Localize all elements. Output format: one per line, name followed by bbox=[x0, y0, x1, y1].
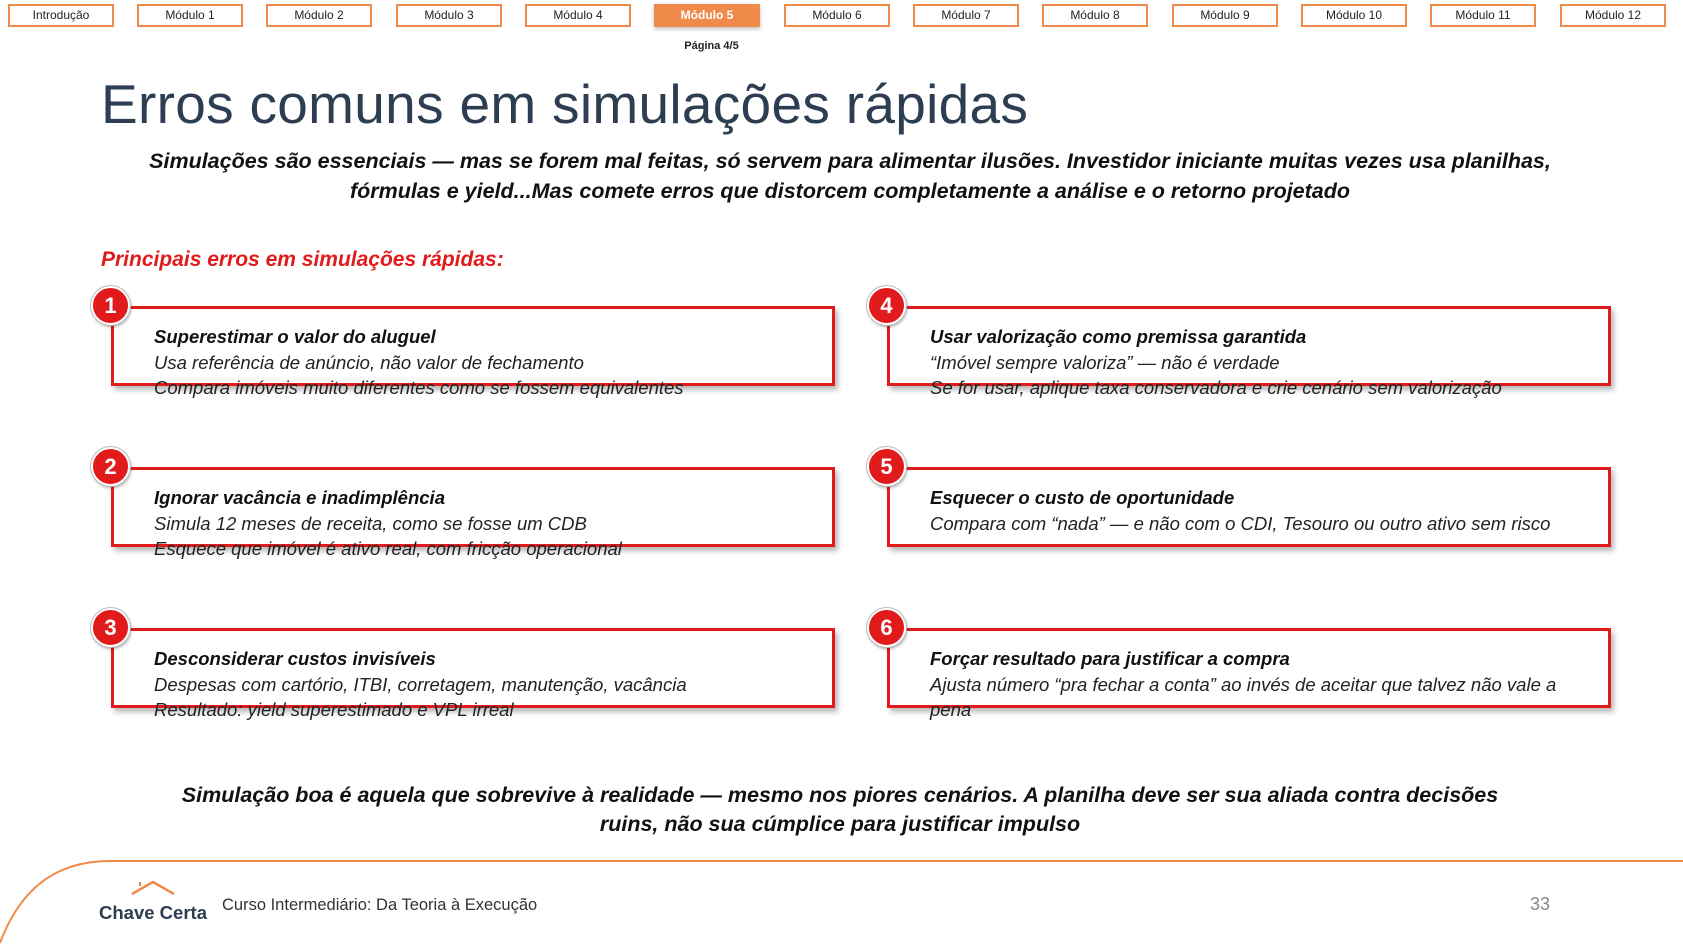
course-title: Curso Intermediário: Da Teoria à Execução bbox=[222, 896, 538, 914]
section-heading: Principais erros em simulações rápidas: bbox=[101, 248, 504, 271]
card-line: Simula 12 meses de receita, como se fosse um CDB bbox=[154, 512, 587, 534]
error-card-2 bbox=[104, 454, 835, 559]
nav-tab-introducao[interactable]: Introdução bbox=[8, 4, 114, 27]
nav-tab-modulo-11[interactable]: Módulo 11 bbox=[1430, 4, 1536, 27]
chave-certa-logo bbox=[98, 880, 208, 928]
nav-tab-modulo-4[interactable]: Módulo 4 bbox=[525, 4, 631, 27]
card-line: Compara com “nada” — e não com o CDI, Tesouro ou outro ativo sem risco bbox=[930, 512, 1551, 534]
number-badge: 1 bbox=[91, 286, 130, 325]
card-line: Se for usar, aplique taxa conservadora e crie cenário sem valorização bbox=[930, 377, 1502, 398]
number-badge: 6 bbox=[867, 608, 906, 647]
number-badge: 4 bbox=[867, 286, 906, 325]
error-card-6 bbox=[880, 615, 1611, 720]
card-line: “Imóvel sempre valoriza” — não é verdade bbox=[930, 351, 1280, 373]
card-line: Resultado: yield superestimado e VPL irreal bbox=[154, 699, 514, 720]
error-card-4 bbox=[880, 293, 1611, 398]
nav-tab-modulo-3[interactable]: Módulo 3 bbox=[396, 4, 502, 27]
logo-text: Chave Certa bbox=[99, 902, 207, 923]
slide-title: Erros comuns em simulações rápidas bbox=[101, 73, 1029, 135]
number-badge: 5 bbox=[867, 447, 906, 486]
number-badge: 3 bbox=[91, 608, 130, 647]
card-line: Ajusta número “pra fechar a conta” ao invés de aceitar que talvez não vale a pena bbox=[930, 673, 1557, 720]
module-nav-bar bbox=[8, 4, 1675, 31]
card-line: Usa referência de anúncio, não valor de fechamento bbox=[154, 351, 584, 373]
nav-tab-modulo-12[interactable]: Módulo 12 bbox=[1560, 4, 1666, 27]
slide-number: 33 bbox=[1530, 894, 1551, 914]
card-title: Forçar resultado para justificar a compra bbox=[930, 648, 1290, 669]
nav-tab-modulo-9[interactable]: Módulo 9 bbox=[1172, 4, 1278, 27]
error-card-3 bbox=[104, 615, 835, 720]
nav-tab-modulo-6[interactable]: Módulo 6 bbox=[784, 4, 890, 27]
house-roof-icon bbox=[130, 880, 176, 896]
nav-tab-modulo-2[interactable]: Módulo 2 bbox=[266, 4, 372, 27]
nav-tab-modulo-10[interactable]: Módulo 10 bbox=[1301, 4, 1407, 27]
nav-tab-modulo-5[interactable]: Módulo 5 bbox=[654, 4, 760, 27]
card-title: Esquecer o custo de oportunidade bbox=[930, 487, 1235, 508]
conclusion-text: Simulação boa é aquela que sobrevive à realidade — mesmo nos piores cenários. A planilha deve ser sua aliada contra decisões ruins, não sua cúmplice para justificar impulso bbox=[181, 783, 1499, 836]
number-badge: 2 bbox=[91, 447, 130, 486]
nav-tab-modulo-8[interactable]: Módulo 8 bbox=[1042, 4, 1148, 27]
card-title: Usar valorização como premissa garantida bbox=[930, 326, 1307, 347]
card-title: Ignorar vacância e inadimplência bbox=[154, 487, 445, 508]
error-card-1 bbox=[104, 293, 835, 398]
card-title: Desconsiderar custos invisíveis bbox=[154, 648, 436, 669]
card-title: Superestimar o valor do aluguel bbox=[154, 326, 436, 347]
card-line: Esquece que imóvel é ativo real, com fricção operacional bbox=[154, 538, 622, 559]
nav-tab-modulo-1[interactable]: Módulo 1 bbox=[137, 4, 243, 27]
card-line: Despesas com cartório, ITBI, corretagem, manutenção, vacância bbox=[154, 673, 687, 695]
nav-tab-modulo-7[interactable]: Módulo 7 bbox=[913, 4, 1019, 27]
error-card-5 bbox=[880, 454, 1611, 547]
intro-text: Simulações são essenciais — mas se forem mal feitas, só servem para alimentar ilusões. Investidor iniciante muitas vezes usa planilhas, fórmulas e yield...Mas comete erros que distorcem completamente a análise e o retorno projetado bbox=[149, 149, 1551, 203]
card-line: Compara imóveis muito diferentes como se fossem equivalentes bbox=[154, 377, 684, 398]
page-indicator: Página 4/5 bbox=[684, 40, 739, 52]
